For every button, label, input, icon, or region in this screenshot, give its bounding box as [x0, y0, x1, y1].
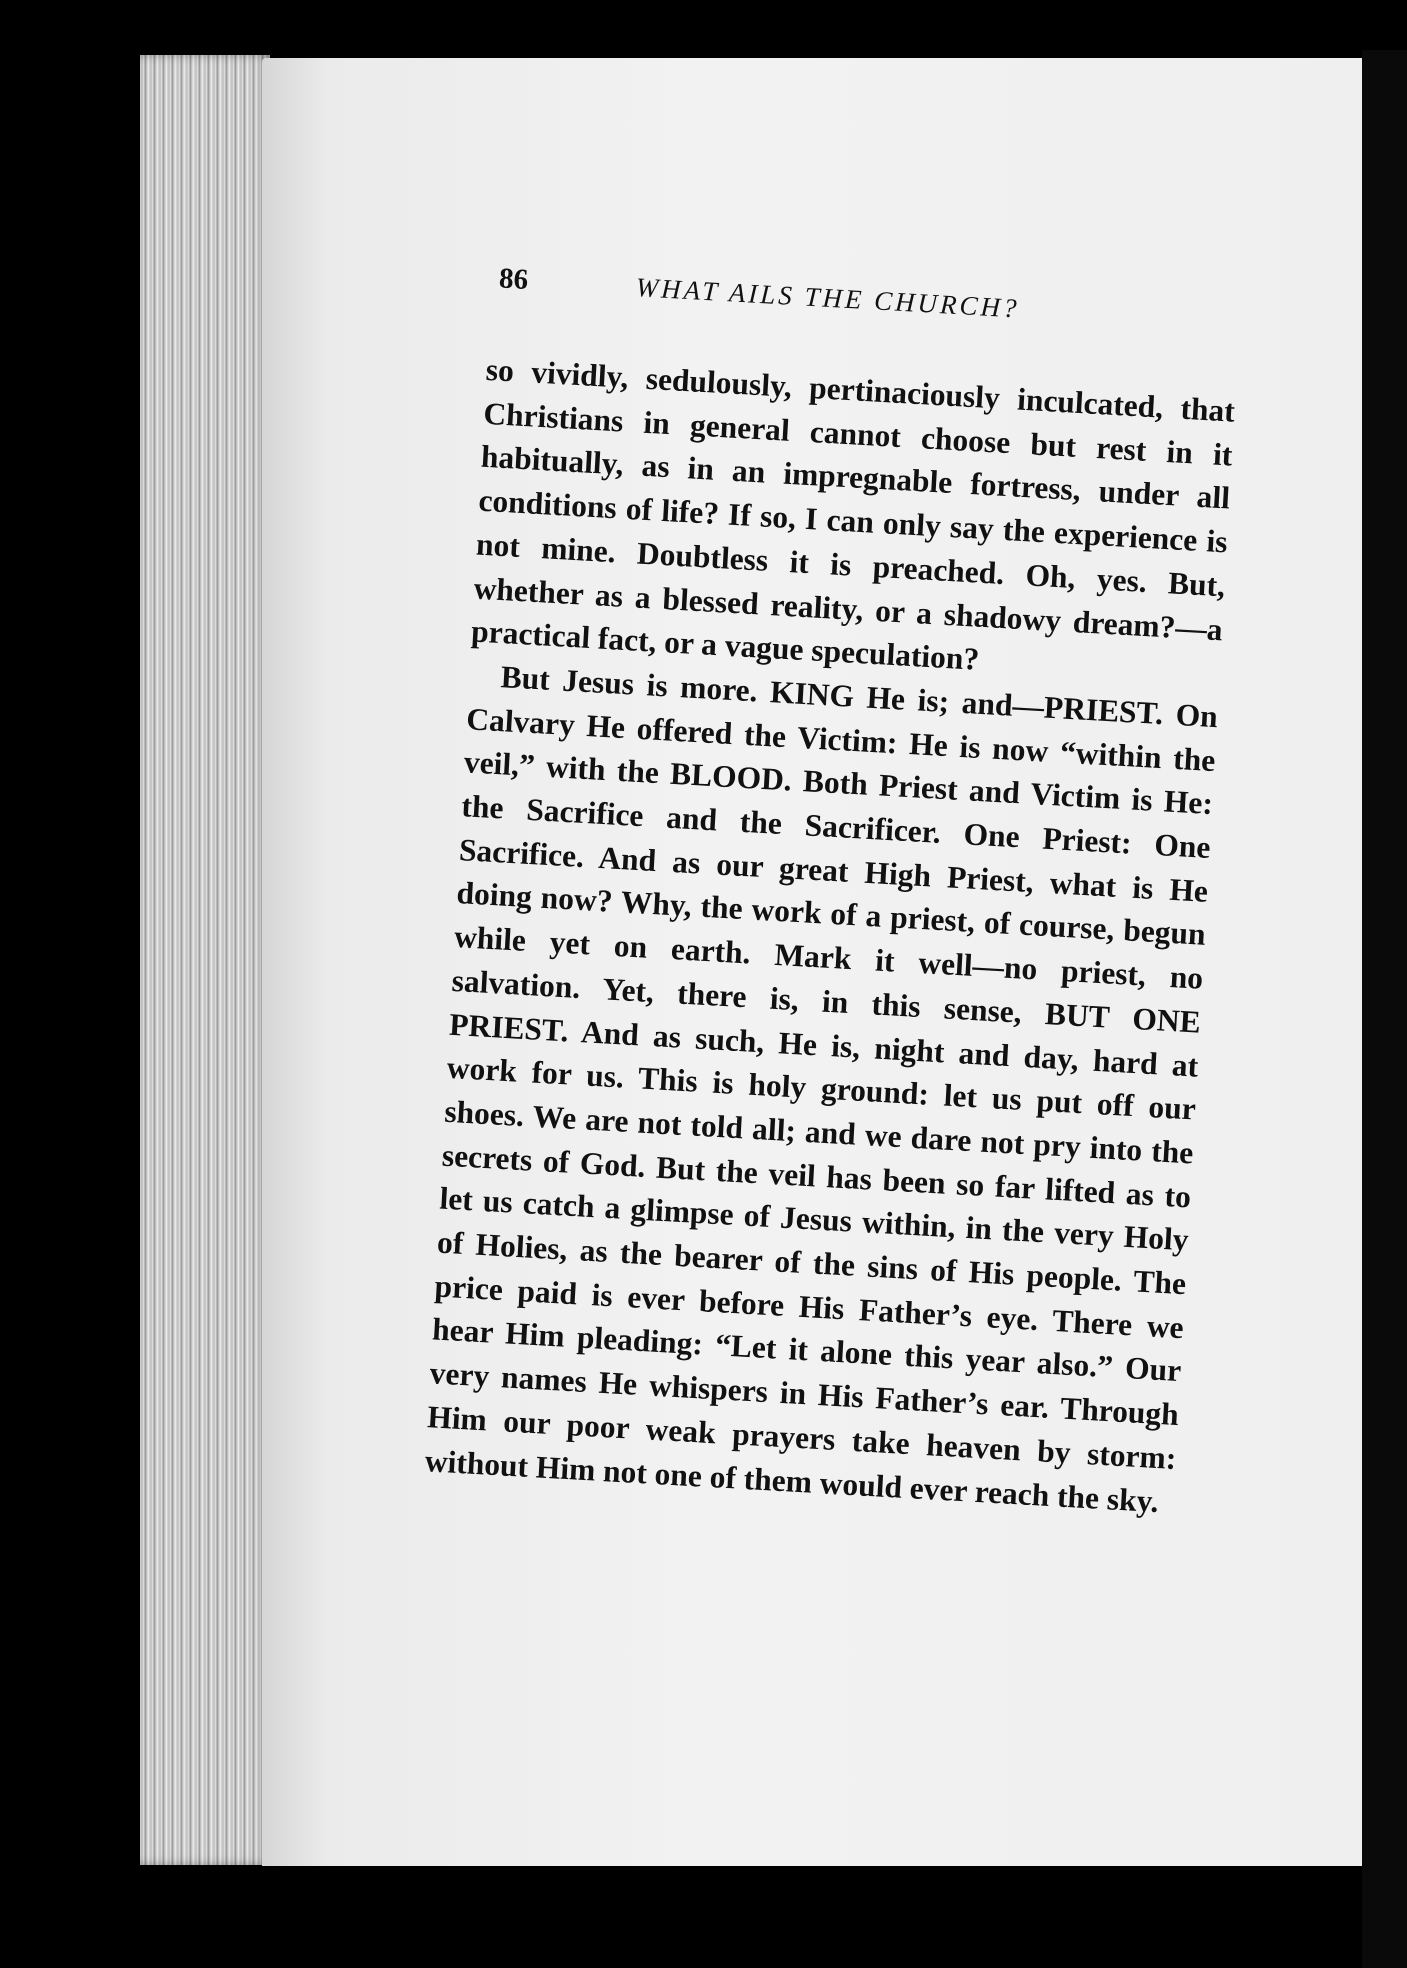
right-margin-shadow — [1362, 50, 1407, 1968]
paragraph-continued: so vividly, sedulously, pertinaciously inculcated, that Christians in general cannot choose but rest in it habitually, as in an impregnable fortress, under all conditions of life? If so, I can only say the experience is not mine. Doubtless it is preached. Oh, yes. But, whether as a blessed reality, or a shadowy dream?—a practical fact, or a vague speculation? — [470, 351, 1236, 678]
running-title: WHAT AILS THE CHURCH? — [634, 272, 1021, 324]
page-edges — [140, 55, 270, 1865]
page-number: 86 — [498, 262, 529, 297]
paragraph-priest: But Jesus is more. KING He is; and—PRIEST. On Calvary He offered the Victim: He is now “within the veil,” with the BLOOD. Both Priest and Victim is He: the Sacrifice and the Sacrificer. One Priest: One Sacrifice. And as our great High Priest, what is He doing now? Why, the work of a priest, of course, begun while yet on earth. Mark it well—no priest, no salvation. Yet, there is, in this sense, BUT ONE PRIEST. And as such, He is, night and day, hard at work for us. This is holy ground: let us put off our shoes. We are not told all; and we dare not pry into the secrets of God. But the veil has been so far lifted as to let us catch a glimpse of Jesus within, in the very Holy of Holies, as the bearer of the sins of His people. The price paid is ever before His Father’s eye. There we hear Him pleading: “Let it alone this year also.” Our very names He whispers in His Father’s ear. Through Him our poor weak prayers take heaven by storm: without Him not one of them would ever reach the sky. — [424, 659, 1219, 1519]
text-block — [424, 262, 1241, 1524]
